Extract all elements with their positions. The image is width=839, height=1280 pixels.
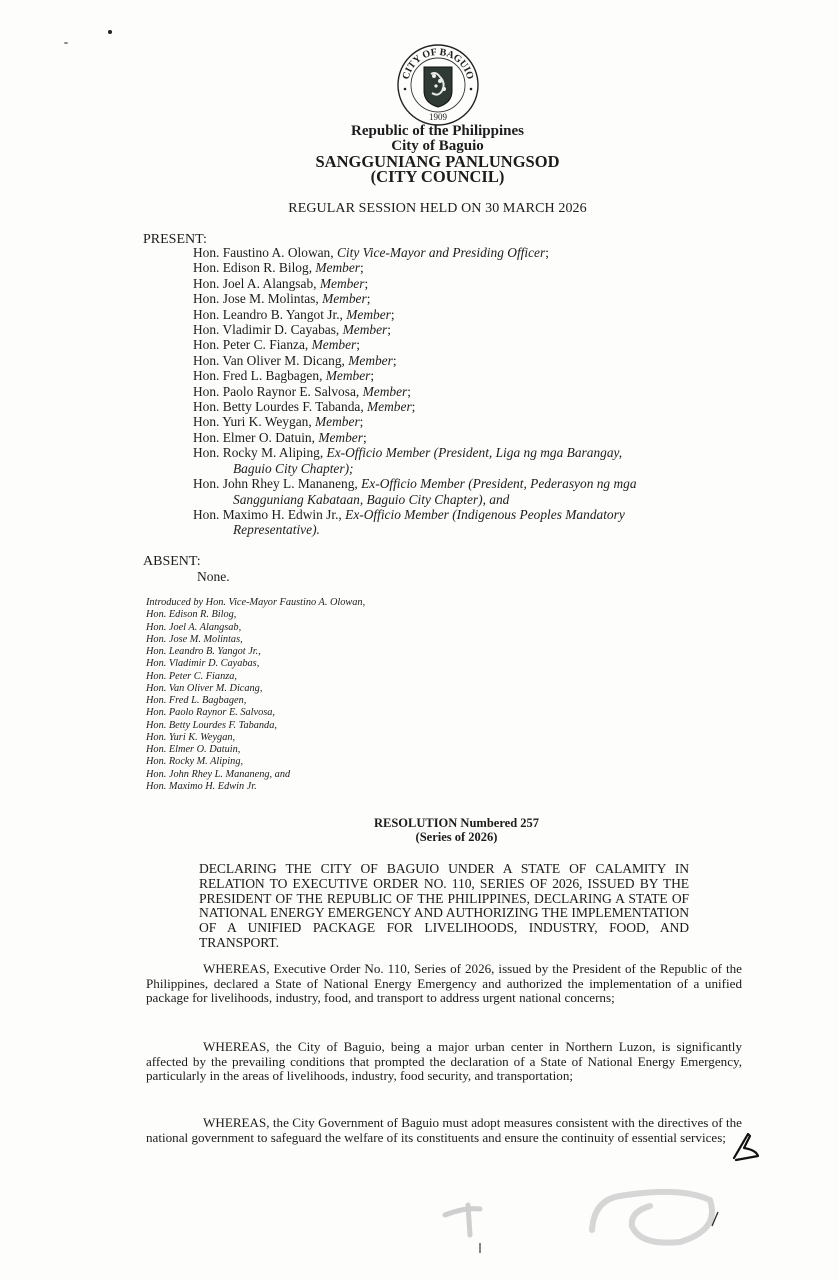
member-name: Hon. Fred L. Bagbagen,	[193, 368, 326, 384]
introducer-item: Hon. Betty Lourdes F. Tabanda,	[146, 719, 277, 731]
present-member	[193, 399, 713, 414]
absent-value: None.	[197, 569, 230, 584]
present-member	[193, 353, 713, 368]
member-suffix: ;	[392, 352, 397, 368]
introducer-item: Hon. Van Oliver M. Dicang,	[146, 682, 263, 694]
present-member	[193, 291, 713, 306]
introducer-item: Hon. Elmer O. Datuin,	[146, 744, 241, 755]
header-republic: Republic of the Philippines	[351, 123, 524, 139]
member-suffix: ;	[387, 322, 391, 338]
introducer-item: Hon. Jose M. Molintas,	[146, 633, 243, 645]
seal-year: 1909	[429, 112, 447, 122]
present-member	[193, 245, 713, 260]
present-member	[193, 337, 713, 352]
present-member	[193, 276, 713, 291]
member-name: Hon. Peter C. Fianza,	[193, 337, 312, 353]
introducer-item: Hon. Leandro B. Yangot Jr.,	[146, 646, 261, 657]
introducer-item: Hon. Maximo H. Edwin Jr.	[146, 780, 257, 792]
resolution-heading	[37, 817, 839, 844]
present-member	[193, 260, 713, 275]
member-role: City Vice-Mayor and Presiding Officer	[336, 245, 546, 260]
header-council-english: (CITY COUNCIL)	[370, 167, 505, 186]
scan-speck	[64, 42, 68, 44]
present-member	[193, 307, 713, 322]
member-name: Hon. Betty Lourdes F. Tabanda,	[193, 399, 368, 415]
member-role: Member	[325, 368, 371, 384]
member-role: Ex-Officio Member (President, Pederasyon ng mga	[361, 476, 637, 492]
member-role: Member	[311, 337, 357, 353]
member-role: Member	[362, 383, 408, 399]
member-role: Member	[319, 275, 365, 291]
member-role-continued: Representative).	[233, 522, 320, 538]
letterhead	[18, 124, 839, 184]
faint-handwritten-mark	[440, 1195, 510, 1265]
member-name: Hon. Maximo H. Edwin Jr.,	[193, 506, 346, 522]
present-label: PRESENT:	[143, 232, 207, 247]
present-member	[193, 445, 713, 476]
member-role: Ex-Officio Member (Indigenous Peoples Mandatory	[345, 506, 625, 522]
member-name: Hon. Edison R. Bilog,	[193, 260, 316, 276]
member-suffix: ;	[356, 337, 360, 353]
present-member	[193, 507, 713, 538]
introducer-item: Hon. Paolo Raynor E. Salvosa,	[146, 707, 275, 719]
introducer-item: Hon. Fred L. Bagbagen,	[146, 695, 247, 706]
absent-label: ABSENT:	[143, 554, 201, 569]
member-role: Member	[342, 322, 388, 338]
header-council: SANGGUNIANG PANLUNGSOD	[315, 152, 560, 171]
member-name: Hon. Joel A. Alangsab,	[193, 275, 320, 291]
introducer-item: Hon. Yuri K. Weygan,	[146, 731, 236, 743]
member-name: Hon. Van Oliver M. Dicang,	[193, 352, 349, 368]
session-heading: REGULAR SESSION HELD ON 30 MARCH 2026	[288, 201, 587, 216]
member-suffix: ;	[370, 368, 375, 384]
introducer-item: Hon. Peter C. Fianza,	[146, 670, 237, 682]
introducer-item: Hon. John Rhey L. Mananeng, and	[146, 768, 291, 780]
member-role: Member	[318, 429, 363, 445]
member-name: Hon. Yuri K. Weygan,	[193, 414, 316, 430]
member-role: Member	[322, 291, 367, 307]
member-suffix: ;	[360, 260, 364, 276]
member-suffix: ;	[359, 414, 364, 430]
seal-ring-text: CITY OF BAGUIO	[400, 46, 476, 81]
member-role: Member	[315, 260, 361, 276]
member-role-continued: Sangguniang Kabataan, Baguio City Chapter), and	[233, 491, 510, 507]
resolution-caption: DECLARING THE CITY OF BAGUIO UNDER A STATE OF CALAMITY IN RELATION TO EXECUTIVE ORDER NO. 110, SERIES OF 2026, ISSUED BY THE PRESIDENT OF THE REPUBLIC OF THE PHILIPPINES, DECLARING A STATE OF NATIONAL ENERGY EMERGENCY AND AUTHORIZING THE IMPLEMENTATION OF A UNIFIED PACKAGE FOR LIVELIHOODS, INDUSTRY, FOOD, AND TRANSPORT.	[199, 861, 689, 950]
member-name: Hon. Rocky M. Aliping,	[193, 445, 327, 461]
member-suffix: ;	[407, 383, 411, 399]
member-suffix: ;	[362, 429, 367, 445]
member-suffix: ;	[390, 306, 395, 322]
present-member	[193, 476, 713, 507]
introducer-item: Introduced by Hon. Vice-Mayor Faustino A. Olowan,	[146, 597, 366, 608]
scan-speck	[108, 30, 112, 34]
present-member	[193, 430, 713, 445]
member-role: Member	[367, 399, 412, 415]
member-role: Member	[346, 306, 391, 322]
present-member	[193, 322, 713, 337]
introduced-by-list	[146, 597, 365, 793]
present-member	[193, 384, 713, 399]
whereas-paragraph: WHEREAS, the City of Baguio, being a major urban center in Northern Luzon, is significantly affected by the prevailing conditions that prompted the declaration of a State of National Energy Emergency, particularly in the areas of livelihoods, industry, food security, and transportation;	[146, 1039, 742, 1084]
member-role-continued: Baguio City Chapter);	[233, 460, 354, 476]
header-city: City of Baguio	[391, 138, 484, 154]
faint-handwritten-mark	[580, 1180, 740, 1260]
introducer-item: Hon. Edison R. Bilog,	[146, 609, 237, 621]
member-suffix: ;	[364, 275, 369, 291]
member-role: Member	[348, 352, 393, 368]
member-name: Hon. John Rhey L. Mananeng,	[193, 476, 362, 492]
member-suffix: ;	[366, 291, 371, 307]
resolution-series: (Series of 2026)	[415, 829, 498, 844]
whereas-paragraph: WHEREAS, Executive Order No. 110, Series of 2026, issued by the President of the Republic of the Philippines, declared a State of National Energy Emergency and authorized the implementation of a unified package for livelihoods, industry, food, and transport to address urgent national concerns;	[146, 961, 742, 1006]
member-name: Hon. Elmer O. Datuin,	[193, 429, 319, 445]
present-member	[193, 368, 713, 383]
member-suffix: ;	[411, 399, 416, 415]
member-name: Hon. Faustino A. Olowan,	[193, 245, 337, 260]
handwritten-initial-mark	[726, 1128, 766, 1168]
member-role: Ex-Officio Member (President, Liga ng mga Barangay,	[326, 445, 623, 461]
introducer-item: Hon. Vladimir D. Cayabas,	[146, 658, 260, 670]
city-seal-logo	[396, 43, 480, 127]
member-suffix: ;	[545, 245, 549, 260]
member-name: Hon. Leandro B. Yangot Jr.,	[193, 306, 347, 322]
introducer-item: Hon. Rocky M. Aliping,	[146, 756, 244, 768]
present-members-list	[193, 245, 713, 538]
member-name: Hon. Paolo Raynor E. Salvosa,	[193, 383, 363, 399]
whereas-paragraph: WHEREAS, the City Government of Baguio must adopt measures consistent with the directives of the national government to safeguard the welfare of its constituents and ensure the continuity of essential services;	[146, 1115, 742, 1145]
introducer-item: Hon. Joel A. Alangsab,	[146, 621, 242, 633]
member-name: Hon. Jose M. Molintas,	[193, 291, 323, 307]
member-name: Hon. Vladimir D. Cayabas,	[193, 322, 343, 338]
resolution-number: RESOLUTION Numbered 257	[373, 816, 540, 830]
member-role: Member	[315, 414, 360, 430]
present-member	[193, 414, 713, 429]
